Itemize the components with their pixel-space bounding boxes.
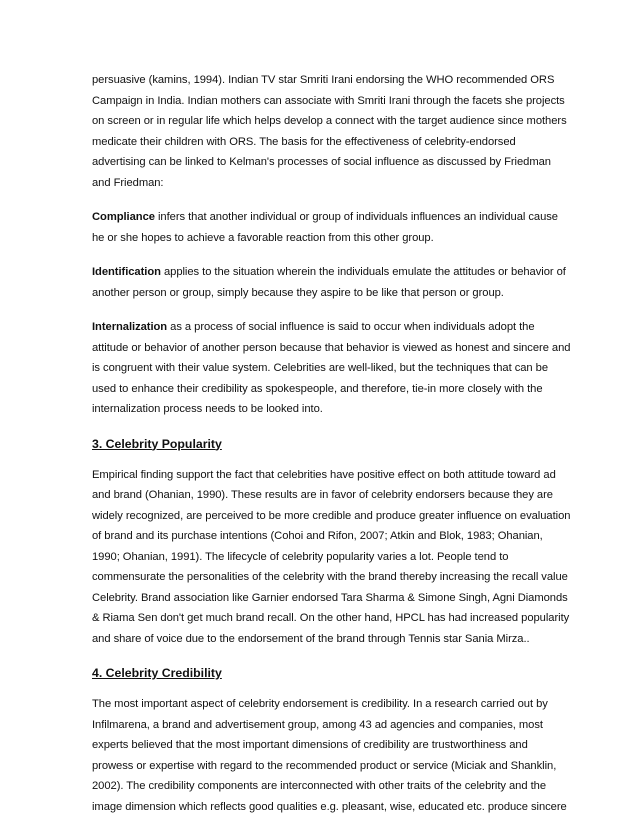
text-line <box>92 207 558 228</box>
internalization-text: as a process of social influence is said to occur when individuals adopt the <box>167 321 535 333</box>
text-line: The most important aspect of celebrity endorsement is credibility. In a research carried out by <box>92 698 548 710</box>
text-line: is congruent with their value system. Celebrities are well-liked, but the techniques that can be <box>92 362 548 374</box>
document-page <box>92 70 571 817</box>
text-line: and share of voice due to the endorsement of the brand through Tennis star Sania Mirza.. <box>92 632 530 645</box>
intro-paragraph <box>92 70 567 193</box>
text-line: widely recognized, are perceived to be more credible and produce greater influence on evaluation <box>92 509 571 522</box>
text-line <box>92 317 548 338</box>
text-line: image dimension which reflects good qualities e.g. pleasant, wise, educated etc. produce sincere <box>92 800 567 813</box>
credibility-paragraph <box>92 694 567 817</box>
internalization-paragraph <box>92 317 571 420</box>
text-line: medicate their children with ORS. The basis for the effectiveness of celebrity-endorsed <box>92 135 516 148</box>
internalization-term: Internalization <box>92 321 168 333</box>
text-line <box>92 262 566 283</box>
compliance-text: infers that another individual or group of individuals influences an individual cause <box>154 211 558 223</box>
text-line: of brand and its purchase intentions (Cohoi and Rifon, 2007; Atkin and Blok, 1983; Ohanian, <box>92 530 543 542</box>
text-line: 2002). The credibility components are interconnected with other traits of the celebrity and the <box>92 780 546 792</box>
text-line: commensurate the personalities of the celebrity with the brand thereby increasing the recall value <box>92 571 568 583</box>
text-line: Infilmarena, a brand and advertisement group, among 43 ad agencies and companies, most <box>92 718 543 731</box>
identification-paragraph <box>92 262 566 303</box>
section-heading-celebrity-credibility: 4. Celebrity Credibility <box>92 666 222 680</box>
compliance-term: Compliance <box>92 211 155 223</box>
section-heading-celebrity-popularity: 3. Celebrity Popularity <box>92 436 222 451</box>
text-line: 1990; Ohanian, 1991). The lifecycle of celebrity popularity varies a lot. People tend to <box>92 550 509 563</box>
popularity-paragraph <box>92 465 571 650</box>
text-line: attitude or behavior of another person because that behavior is viewed as honest and sincere and <box>92 341 571 354</box>
text-line: he or she hopes to achieve a favorable reaction from this other group. <box>92 231 434 244</box>
text-line: and Friedman: <box>92 176 164 189</box>
text-line: on screen or in regular life which helps develop a connect with the target audience since mothers <box>92 115 567 127</box>
text-line: advertising can be linked to Kelman's processes of social influence as discussed by Friedman <box>92 156 551 168</box>
text-line: prowess or expertise with regard to the recommended product or service (Miciak and Shanklin, <box>92 759 557 772</box>
text-line: internalization process needs to be looked into. <box>92 403 323 415</box>
text-line: persuasive (kamins, 1994). Indian TV star Smriti Irani endorsing the WHO recommended ORS <box>92 74 555 86</box>
text-line: another person or group, simply because they aspire to be like that person or group. <box>92 286 504 299</box>
text-line: experts believed that the most important dimensions of credibility are trustworthiness and <box>92 739 528 751</box>
text-line: used to enhance their credibility as spokespeople, and therefore, tie-in more closely with the <box>92 382 543 395</box>
text-line: Campaign in India. Indian mothers can associate with Smriti Irani through the facets she projects <box>92 94 565 107</box>
text-line: and brand (Ohanian, 1990). These results are in favor of celebrity endorsers because they are <box>92 489 553 501</box>
compliance-paragraph <box>92 207 558 248</box>
identification-text: applies to the situation wherein the individuals emulate the attitudes or behavior of <box>160 266 566 278</box>
identification-term: Identification <box>92 266 161 278</box>
text-line: Celebrity. Brand association like Garnier endorsed Tara Sharma & Simone Singh, Agni Diamonds <box>92 591 568 604</box>
text-line: & Riama Sen don't get much brand recall. On the other hand, HPCL has had increased popularity <box>92 612 570 624</box>
text-line: Empirical finding support the fact that celebrities have positive effect on both attitude toward ad <box>92 468 556 481</box>
